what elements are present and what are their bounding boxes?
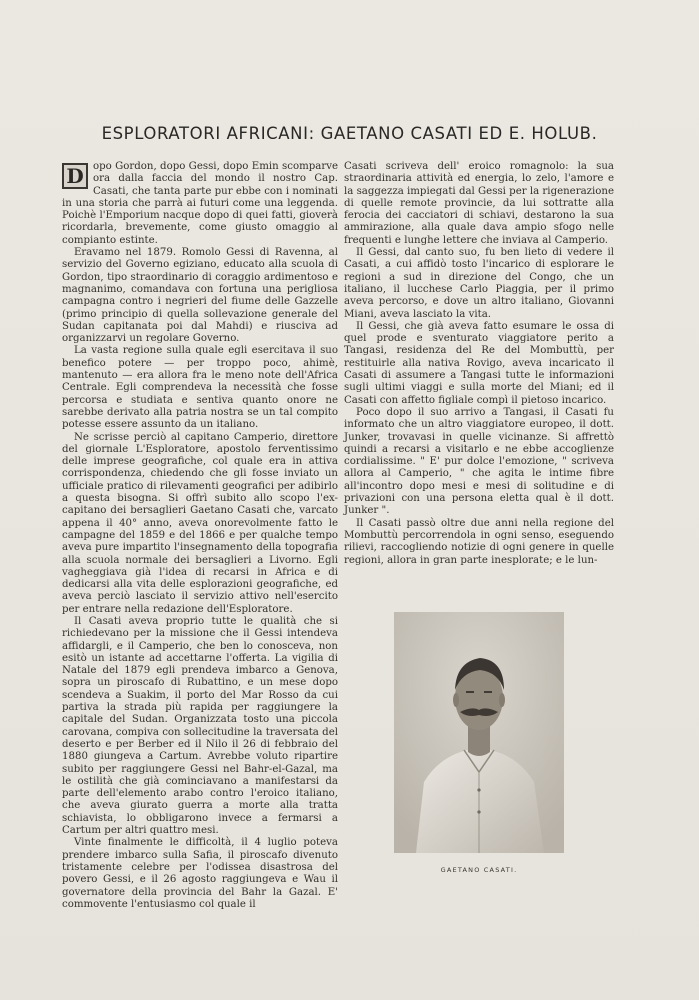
dropcap-initial: D	[62, 163, 88, 189]
right-text-column	[344, 161, 614, 567]
paragraph-1	[62, 161, 338, 247]
portrait-illustration	[394, 612, 564, 853]
paragraph-8: Il Gessi, dal canto suo, fu ben lieto di vedere il Casati, a cui affidò tosto l'incarico di esplorare le regioni a sud in direzione del Congo, che un italiano, il lucchese Carlo Piaggia, per il primo aveva percorso, e dove un altro italiano, Giovanni Miani, aveva lasciato la vita.	[344, 247, 614, 320]
paragraph-1-text: opo Gordon, dopo Gessi, dopo Emin scomparve ora dalla faccia del mondo il nostro Cap. Casati, che tanta parte pur ebbe con i nominati in una storia che parrà ai futuri come una leggenda. Poichè l'Emporium nacque dopo di quei fatti, gioverà ricordarla, brevemente, come giusto omaggio al compianto estinte.	[62, 161, 338, 246]
paragraph-2: Eravamo nel 1879. Romolo Gessi di Ravenna, al servizio del Governo egiziano, educato alla scuola di Gordon, tipo straordinario di coraggio ardimentoso e magnanimo, comandava con fortuna una perigliosa campagna contro i negrieri del fiume delle Gazzelle (primo principio di quella sollevazione generale del Sudan capitanata poi dal Mahdi) e riusciva ad organizzarvi un regolare Governo.	[62, 247, 338, 345]
paragraph-9: Il Gessi, che già aveva fatto esumare le ossa di quel prode e sventurato viaggiatore perito a Tangasi, residenza del Re del Mombuttù, per restituirle alla nativa Rovigo, aveva incaricato il Casati di assumere a Tangasi tutte le informazioni sugli ultimi viaggi e sulla morte del Miani; ed il Casati con affetto figliale compì il pietoso incarico.	[344, 320, 614, 406]
article-title: ESPLORATORI AFRICANI: GAETANO CASATI ED E. HOLUB.	[101, 124, 598, 143]
paragraph-7: Casati scriveva dell' eroico romagnolo: la sua straordinaria attività ed energia, lo zelo, l'amore e la saggezza impiegati dal Gessi per la rigenerazione di quelle remote provincie, da lui sottratte alla ferocia dei cacciatori di schiavi, destarono la sua ammirazione, alla quale dava ampio sfogo nelle frequenti e lunghe lettere che inviava al Camperio.	[344, 161, 614, 246]
paragraph-3: La vasta regione sulla quale egli esercitava il suo benefico potere — per troppo poco, ahimè, mantenuto — era allora fra le meno note dell'Africa Centrale. Egli comprendeva la necessità che fosse percorsa e studiata e sentiva quanto onore ne sarebbe derivato alla patria nostra se un tal compito potesse essere assunto da un italiano.	[62, 345, 338, 431]
left-text-column	[62, 161, 338, 911]
paragraph-4: Ne scrisse perciò al capitano Camperio, direttore del giornale L'Esploratore, apostolo ferventissimo delle imprese geografiche, col quale era in attiva corrispondenza, chiedendo che gli fosse inviato un ufficiale pratico di rilevamenti geografici per adibirlo a questa bisogna. Si offrì subito allo scopo l'ex-capitano dei bersaglieri Gaetano Casati che, varcato appena il 40° anno, aveva onorevolmente fatto le campagne del 1859 e del 1866 e per qualche tempo aveva pure impartito l'insegnamento della topografia alla scuola normale dei bersaglieri a Livorno. Egli vagheggiava già l'idea di recarsi in Africa e di dedicarsi alla vita delle esplorazioni geografiche, ed aveva perciò lasciato il servizio attivo nell'esercito per entrare nella redazione dell'Esploratore.	[62, 431, 338, 615]
paragraph-10: Poco dopo il suo arrivo a Tangasi, il Casati fu informato che un altro viaggiatore europeo, il dott. Junker, trovavasi in quelle vicinanze. Si affrettò quindi a recarsi a visitarlo e ne ebbe accoglienze cordialissime. " E' pur dolce l'emozione, " scriveva allora al Camperio, " che agita le intime fibre all'incontro dopo mesi e mesi di solitudine e di privazioni con una persona eletta qual è il dott. Junker ".	[344, 406, 614, 517]
paragraph-11: Il Casati passò oltre due anni nella regione del Mombuttù percorrendola in ogni senso, eseguendo rilievi, raccogliendo notizie di ogni genere in quelle regioni, allora in gran parte inesplorate; e le lun-	[344, 517, 614, 566]
portrait-photo	[394, 612, 564, 853]
paragraph-5: Il Casati aveva proprio tutte le qualità che si richiedevano per la missione che il Gessi intendeva affidargli, e il Camperio, che ben lo conosceva, non esitò un istante ad accettarne l'offerta. La vigilia di Natale del 1879 egli prendeva imbarco a Genova, sopra un piroscafo di Rubattino, e un mese dopo scendeva a Suakim, il porto del Mar Rosso da cui partiva la strada più rapida per raggiungere la capitale del Sudan. Organizzata tosto una piccola carovana, compiva con sollecitudine la traversata del deserto e per Berber ed il Nilo il 26 di febbraio del 1880 giungeva a Cartum. Avrebbe voluto ripartire subito per raggiungere Gessi nel Bahr-el-Gazal, ma le ostilità che già cominciavano a manifestarsi da parte dell'elemento arabo contro l'eroico italiano, che aveva giurato guerra a morte alla tratta schiavista, lo obbligarono invece a fermarsi a Cartum per altri quattro mesi.	[62, 615, 338, 837]
figure-caption: GAETANO CASATI.	[440, 866, 518, 874]
paragraph-6: Vinte finalmente le difficoltà, il 4 luglio poteva prendere imbarco sulla Safia, il piroscafo divenuto tristamente celebre per l'odissea disastrosa del povero Gessi, e il 26 agosto raggiungeva e Wau il governatore della provincia del Bahr la Gazal. E' commovente l'entusiasmo col quale il	[62, 837, 338, 910]
